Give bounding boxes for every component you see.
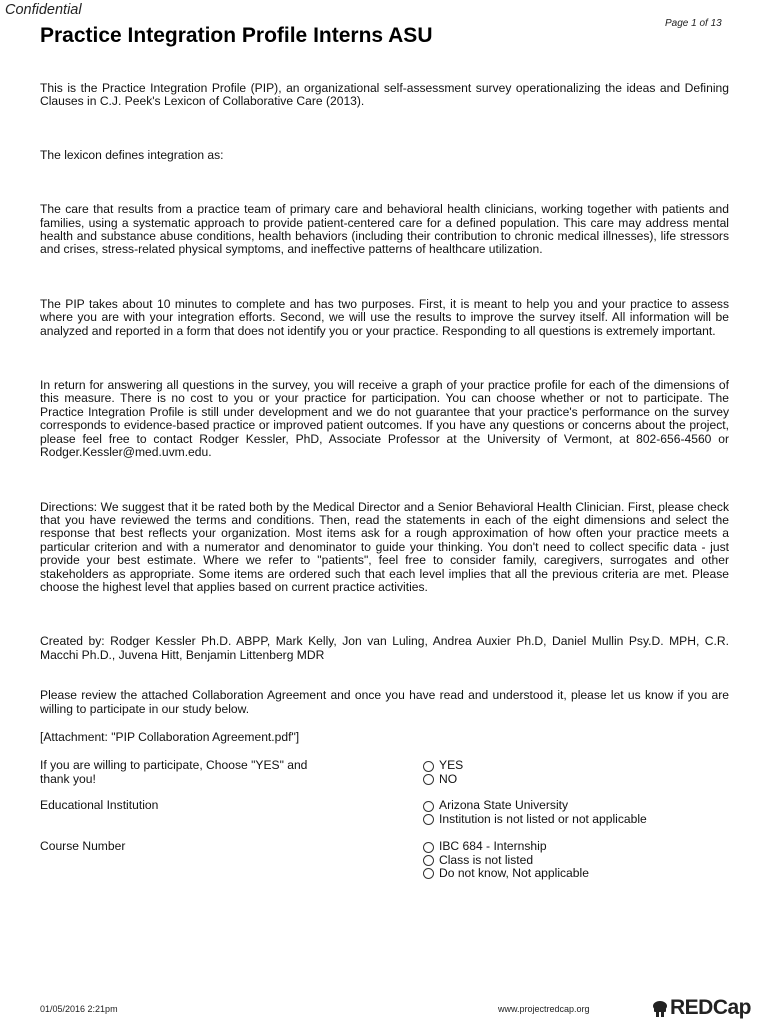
radio-button[interactable] <box>423 761 434 772</box>
radio-option-no[interactable] <box>423 773 463 786</box>
redcap-logo-icon <box>650 998 670 1018</box>
question-label: If you are willing to participate, Choose "YES" and thank you! <box>40 758 308 786</box>
radio-button[interactable] <box>423 855 434 866</box>
confidential-label: Confidential <box>5 2 82 18</box>
question-course <box>40 840 729 882</box>
radio-option-class-not-listed[interactable] <box>423 854 589 867</box>
radio-button[interactable] <box>423 868 434 879</box>
page-number: Page 1 of 13 <box>665 18 722 29</box>
footer-url[interactable]: www.projectredcap.org <box>498 1004 590 1014</box>
radio-option-do-not-know[interactable] <box>423 867 589 880</box>
radio-option-institution-not-listed[interactable] <box>423 813 647 826</box>
question-institution <box>40 799 729 840</box>
question-label: Course Number <box>40 839 126 854</box>
question-participate <box>40 759 729 799</box>
radio-button[interactable] <box>423 801 434 812</box>
survey-body <box>40 82 729 882</box>
definition-paragraph: The care that results from a practice team of primary care and behavioral health clinicians, working together with patients and families, using a systematic approach to provide patient-centered care for a defined population. This care may address mental health and substance abuse conditions, health behaviors (including their contribution to chronic medical illnesses), life stressors and crises, stress-related physical symptoms, and ineffective patterns of healthcare utilization. <box>40 202 729 257</box>
survey-title: Practice Integration Profile Interns ASU <box>40 24 433 47</box>
lexicon-paragraph: The lexicon defines integration as: <box>40 147 224 162</box>
radio-group-institution <box>423 799 647 826</box>
radio-option-asu[interactable] <box>423 799 647 812</box>
attachment-link[interactable]: [Attachment: "PIP Collaboration Agreement.pdf"] <box>40 729 300 744</box>
radio-button[interactable] <box>423 842 434 853</box>
radio-button[interactable] <box>423 814 434 825</box>
redcap-logo-text: REDCap <box>670 996 752 1019</box>
intro-paragraph: This is the Practice Integration Profile (PIP), an organizational self-assessment survey operationalizing the ideas and Defining Clauses in C.J. Peek's Lexicon of Collaborative Care (2013). <box>40 81 729 109</box>
radio-option-yes[interactable] <box>423 759 463 772</box>
redcap-logo <box>650 996 751 1020</box>
option-label: Institution is not listed or not applicable <box>439 811 647 826</box>
option-label: Arizona State University <box>439 798 569 813</box>
radio-group-participate <box>423 759 463 786</box>
question-label: Educational Institution <box>40 798 159 813</box>
radio-group-course <box>423 840 589 880</box>
option-label: YES <box>439 758 464 773</box>
radio-button[interactable] <box>423 774 434 785</box>
return-paragraph: In return for answering all questions in the survey, you will receive a graph of your practice profile for each of the dimensions of this measure. There is no cost to you or your practice for participation. You can choose whether or not to participate. The Practice Integration Profile is still under development and we do not guarantee that your practice's performance on the survey corresponds to evidence-based practice or improved patient outcomes. If you have any questions or concerns about the project, please feel free to contact Rodger Kessler, PhD, Associate Professor at the University of Vermont, at 802-656-4560 or Rodger.Kessler@med.uvm.edu. <box>40 378 729 460</box>
option-label: Class is not listed <box>439 852 534 867</box>
review-paragraph: Please review the attached Collaboration Agreement and once you have read and understood it, please let us know if you are willing to participate in our study below. <box>40 688 729 716</box>
directions-paragraph: Directions: We suggest that it be rated both by the Medical Director and a Senior Behavioral Health Clinician. First, please check that you have reviewed the terms and conditions. Then, read the statements in each of the eight dimensions and select the response that best reflects your organization. Most items ask for a rough approximation of how often your practice meets a particular criterion and with a numerator and denominator to guide your thinking. You don't need to collect specific data - just provide your best estimate. Where we refer to "patients", feel free to consider family, caregivers, surrogates and other stakeholders as appropriate. Some items are ordered such that each level implies that all the previous criteria are met. Please choose the highest level that applies based on current practice activities. <box>40 499 729 594</box>
radio-option-ibc684[interactable] <box>423 840 589 853</box>
option-label: IBC 684 - Internship <box>439 839 547 854</box>
footer-date: 01/05/2016 2:21pm <box>40 1004 118 1014</box>
purpose-paragraph: The PIP takes about 10 minutes to complete and has two purposes. First, it is meant to help you and your practice to assess where you are with your integration efforts. Second, we will use the results to improve the survey itself. All information will be analyzed and reported in a form that does not identify you or your practice. Responding to all questions is extremely important. <box>40 296 729 338</box>
option-label: Do not know, Not applicable <box>439 866 589 881</box>
option-label: NO <box>439 771 458 786</box>
created-by-paragraph: Created by: Rodger Kessler Ph.D. ABPP, Mark Kelly, Jon van Luling, Andrea Auxier Ph.D, Daniel Mullin Psy.D. MPH, C.R. Macchi Ph.D., Juvena Hitt, Benjamin Littenberg MDR <box>40 634 729 662</box>
